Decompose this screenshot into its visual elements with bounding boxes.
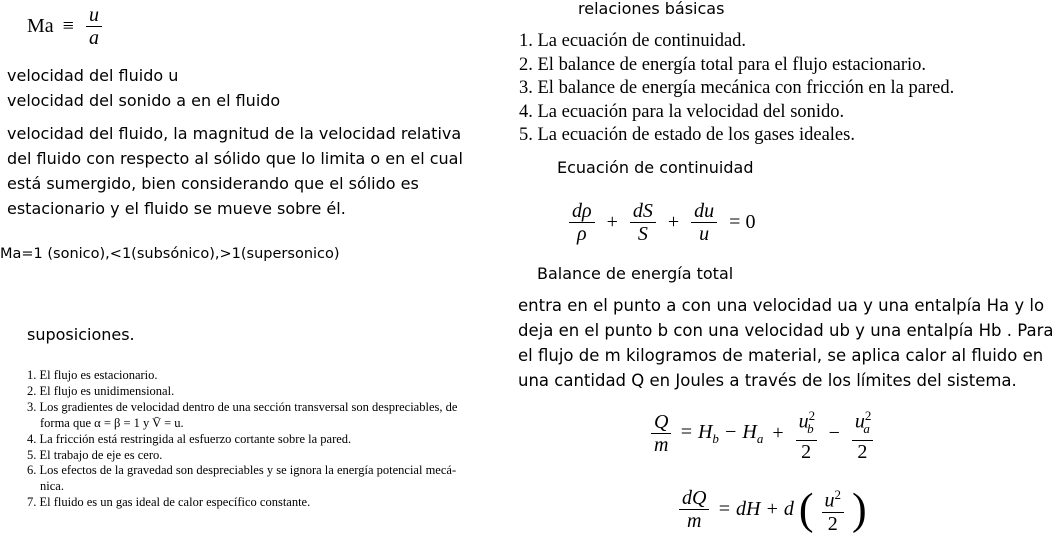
- fraction-denominator: ρ: [577, 223, 587, 245]
- continuity-heading: Ecuación de continuidad: [557, 158, 754, 177]
- plus-sign: +: [772, 421, 784, 444]
- energy-heading: Balance de energía total: [537, 264, 734, 283]
- du-fraction: [691, 200, 717, 245]
- minus-sign: −: [828, 422, 840, 445]
- fraction-denominator: 2: [827, 512, 838, 535]
- list-item: 2. El balance de energía total para el flujo estacionario.: [519, 54, 926, 75]
- u-squared-over-2: [822, 484, 845, 535]
- dq-over-m: [679, 487, 709, 532]
- exponent: 2: [808, 408, 816, 423]
- u-symbol: u: [854, 410, 865, 433]
- list-item: 6. Los efectos de la gravedad son despreciables y se ignora la energía potencial mecá-: [27, 463, 457, 478]
- subscript-a: a: [863, 420, 870, 436]
- u-symbol: u: [798, 410, 809, 433]
- mach-fraction: [86, 4, 102, 49]
- list-item: 5. El trabajo de eje es cero.: [27, 447, 163, 462]
- paragraph-line: estacionario y el fluido se mueve sobre él.: [7, 199, 346, 218]
- left-paren: (: [798, 484, 814, 534]
- fraction-denominator: 2: [801, 440, 812, 463]
- u-symbol: u: [824, 489, 835, 512]
- subscript-a: a: [756, 430, 764, 446]
- fraction-numerator: [822, 484, 845, 513]
- mach-regimes: Ma=1 (sonico),<1(subsónico),>1(supersonico): [0, 246, 340, 262]
- paragraph-line: el flujo de m kilogramos de material, se aplica calor al fluido en: [518, 346, 1044, 365]
- list-item: 3. Los gradientes de velocidad dentro de una sección transversal son despreciables, de: [27, 399, 458, 414]
- fraction-denominator: m: [654, 434, 669, 457]
- plus-sign: +: [606, 211, 618, 233]
- paragraph-line: está sumergido, bien considerando que el sólido es: [7, 174, 419, 193]
- equals-zero: = 0: [729, 211, 756, 233]
- list-item: 1. El flujo es estacionario.: [27, 368, 158, 382]
- list-item-continuation: forma que α = β = 1 y V̄ = u.: [40, 415, 184, 430]
- subscript-b: b: [712, 430, 719, 446]
- energy-equation-1: [648, 405, 876, 463]
- velocity-paragraph: [7, 121, 463, 221]
- list-item: 3. El balance de energía mecánica con fricción en la pared.: [519, 78, 955, 98]
- list-item: 4. La fricción está restringida al esfuerzo cortante sobre la pared.: [27, 431, 352, 446]
- mach-definition: [27, 4, 105, 49]
- fraction-denominator: u: [699, 223, 710, 245]
- fraction-numerator: [796, 405, 817, 441]
- fraction-numerator: dρ: [569, 200, 595, 223]
- minus-h: − H: [723, 420, 757, 443]
- plus-sign: +: [667, 211, 680, 233]
- continuity-equation: [566, 200, 759, 245]
- list-item: 5. La ecuación de estado de los gases ideales.: [519, 125, 855, 145]
- mach-numerator: u: [86, 4, 102, 27]
- fraction-denominator: m: [687, 509, 702, 532]
- paragraph-line: del fluido con respecto al sólido que lo limita o en el cual: [7, 149, 463, 168]
- fluid-speed-label: velocidad del fluido u: [7, 66, 179, 85]
- fraction-denominator: 2: [857, 440, 868, 463]
- assumptions-heading: suposiciones.: [27, 325, 135, 344]
- fraction-numerator: Q: [651, 411, 671, 434]
- list-item: 7. El fluido es un gas ideal de calor específico constante.: [27, 495, 311, 510]
- ua-squared-over-2: [852, 405, 873, 463]
- list-item: 4. La ecuación para la velocidad del sonido.: [519, 101, 845, 122]
- drho-fraction: [569, 200, 595, 245]
- fraction-numerator: dQ: [679, 487, 709, 510]
- q-over-m: [651, 411, 671, 456]
- paragraph-line: una cantidad Q en Joules a través de los límites del sistema.: [518, 371, 1017, 390]
- equals-h: = H: [679, 420, 713, 443]
- fraction-denominator: S: [637, 223, 648, 245]
- equals-dh-plus-d: = dH + d: [717, 497, 794, 520]
- list-item-continuation: nica.: [40, 479, 64, 494]
- ub-squared-over-2: [796, 405, 817, 463]
- list-item: 2. El flujo es unidimensional.: [27, 383, 175, 398]
- mach-denominator: a: [88, 27, 99, 49]
- energy-equation-2: [676, 484, 867, 535]
- sound-speed-label: velocidad del sonido a en el fluido: [7, 91, 281, 110]
- assumptions-list: [27, 368, 497, 511]
- mach-lhs: Ma: [27, 15, 54, 37]
- paragraph-line: deja en el punto b con una velocidad ub y una entalpía Hb . Para: [518, 321, 1054, 340]
- list-item: [27, 416, 497, 432]
- paragraph-line: velocidad del fluido, la magnitud de la velocidad relativa: [7, 124, 462, 143]
- fraction-numerator: [852, 405, 873, 441]
- right-paren: ): [852, 484, 867, 534]
- paragraph-line: entra en el punto a con una velocidad ua y una entalpía Ha y lo: [518, 296, 1045, 315]
- relations-heading: relaciones básicas: [578, 0, 725, 18]
- fraction-numerator: dS: [630, 200, 656, 223]
- relations-list: [519, 30, 954, 148]
- exponent: 2: [864, 408, 872, 423]
- energy-paragraph: [518, 293, 1054, 393]
- subscript-b: b: [807, 420, 814, 436]
- exponent: 2: [834, 487, 842, 502]
- list-item: [27, 479, 497, 495]
- list-item: 1. La ecuación de continuidad.: [519, 31, 747, 51]
- fraction-numerator: du: [691, 200, 717, 223]
- ds-fraction: [630, 200, 656, 245]
- equiv-symbol: ≡: [62, 15, 74, 37]
